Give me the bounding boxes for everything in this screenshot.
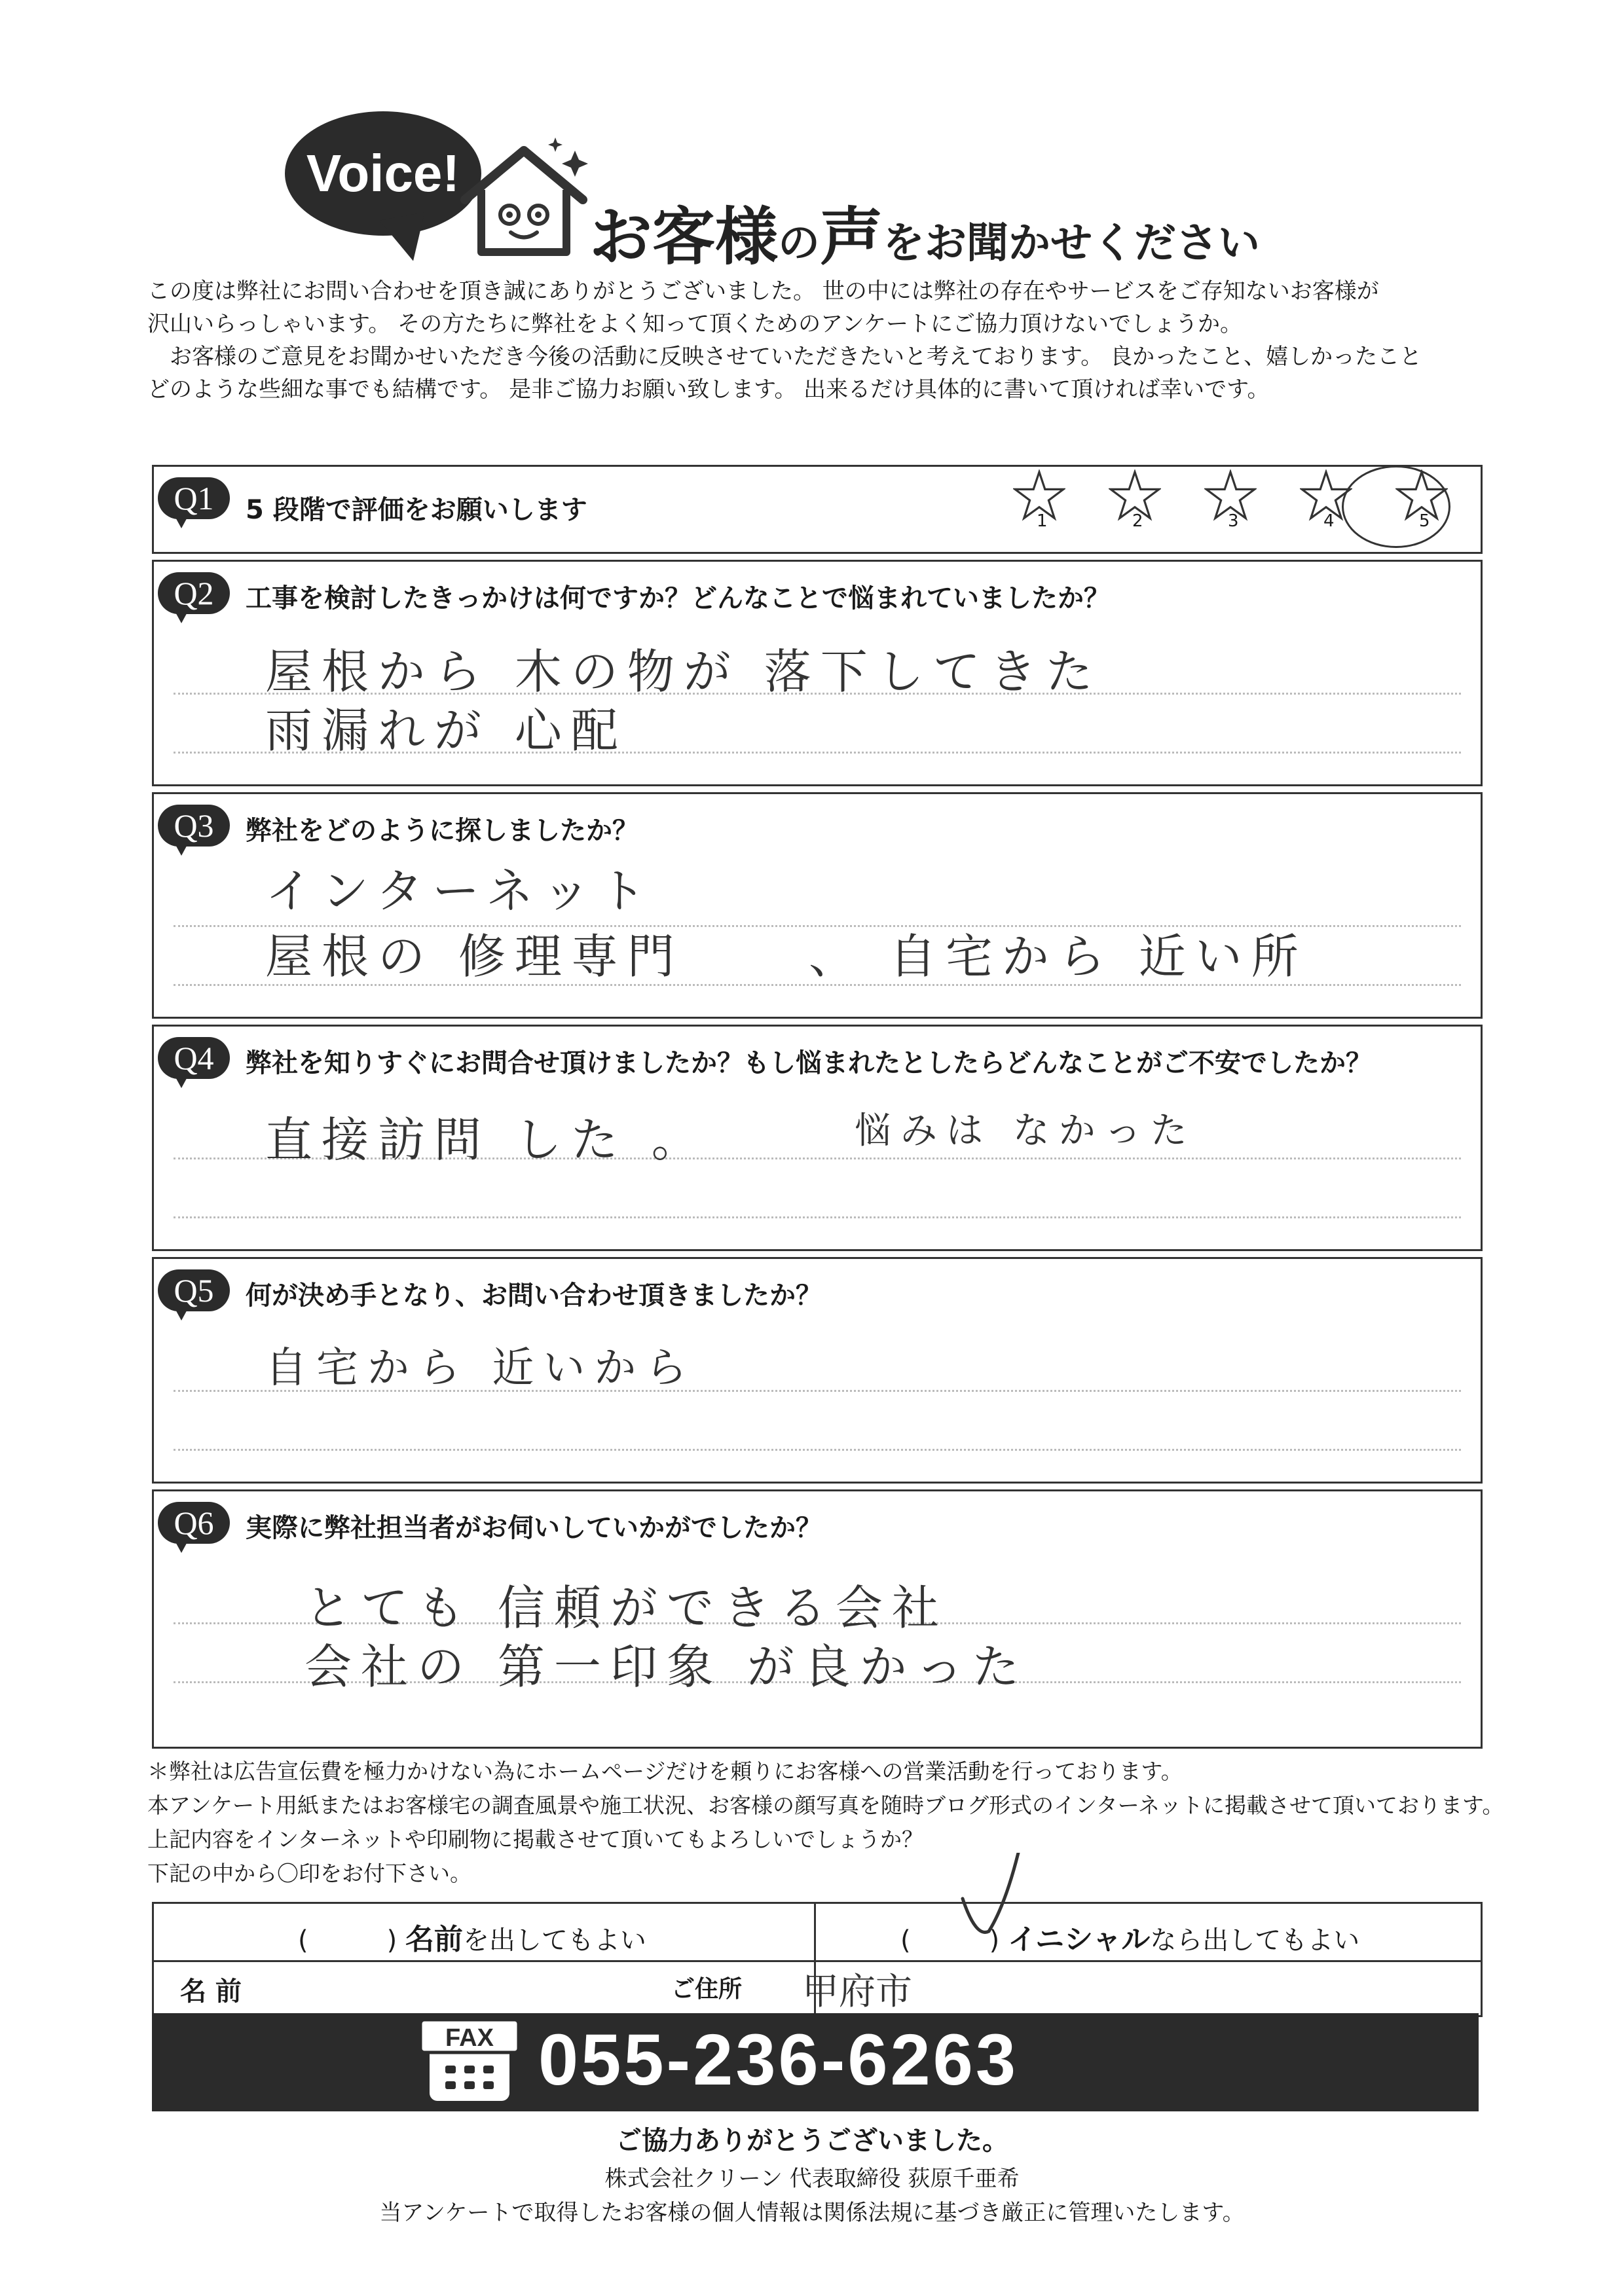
title-part-4: をお聞かせください [883,219,1260,268]
q3-section [152,792,1483,1019]
voice-badge-text: Voice! [306,144,460,202]
q3-answer-line: 屋根の 修理専門 [265,929,684,984]
address-value: 甲府市 [802,1971,912,2013]
option-text: を出してもよい [462,1925,646,1956]
star-number: 2 [1132,511,1143,531]
q2-answer-line: 屋根から 木の物が 落下してきた [265,644,1102,699]
title-part-1: お客様 [589,200,778,274]
q6-question: 実際に弊社担当者がお伺いしていかがでしたか？ [246,1513,822,1543]
q1-section [152,465,1483,554]
q4-question: 弊社を知りすぐにお問合せ頂けましたか？もし悩まれたとしたらどんなことがご不安でしたか？ [246,1048,1372,1078]
q3-answer-line: 、 自宅から 近い所 [809,929,1308,984]
smiling-house-icon [458,137,589,262]
address-label: ご住所 [671,1976,743,2003]
rating-stars [1013,469,1454,535]
fax-label: FAX [445,2024,494,2052]
intro-line: どのような些細な事でも結構です。 是非ご協力お願い致します。 出来るだけ具体的に書いて頂ければ幸いです。 [147,376,1270,403]
q5-badge: Q5 [158,1269,230,1311]
intro-line: お客様のご意見をお聞かせいただき今後の活動に反映させていただきたいと考えております。 良かったこと、嬉しかったこと [170,344,1422,370]
note-line: 上記内容をインターネットや印刷物に掲載させて頂いてもよろしいでしょうか？ [147,1827,924,1852]
q1-question: 5 段階で評価をお願いします [246,495,587,525]
note-line: 下記の中から〇印をお付下さい。 [147,1861,471,1886]
q6-section [152,1489,1483,1749]
consent-table [152,1902,1483,2017]
intro-line: 沢山いらっしゃいます。 その方たちに弊社をよく知って頂くためのアンケートにご協力頂けないでしょうか。 [147,311,1243,337]
star-2[interactable] [1109,469,1168,535]
title-part-3: 声 [820,200,883,274]
option-bold-text: イニシャル [1007,1923,1151,1956]
checkmark-icon [950,1853,1028,1951]
star-number: 4 [1323,511,1335,531]
option-bold-text: 名前 [405,1923,463,1956]
consent-notes [147,1755,1522,1891]
q3-question: 弊社をどのように探しましたか？ [246,816,638,846]
rating-selected-circle [1342,465,1450,548]
q6-answer-line: とても 信頼ができる会社 [304,1580,948,1635]
note-line: 本アンケート用紙またはお客様宅の調査風景や施工状況、お客様の顔写真を随時ブログ形式のインターネットに掲載させて頂いております。 [147,1793,1504,1818]
option-paren: ( ) [298,1925,397,1956]
q6-badge: Q6 [158,1502,230,1544]
note-line: ＊弊社は広告宣伝費を極力かけない為にホームページだけを頼りにお客様への営業活動を行っております。 [147,1758,1183,1784]
intro-text [147,275,1483,406]
q6-answer-line: 会社の 第一印象 が良かった [304,1639,1029,1694]
fax-machine-icon [420,2020,519,2108]
answer-line [174,1216,1461,1218]
footer-privacy: 当アンケートで取得したお客様の個人情報は関係法規に基づき厳正に管理いたします。 [379,2200,1245,2226]
star-3[interactable] [1204,469,1263,535]
option-paren: ( ) [900,1925,1000,1956]
voice-badge [285,111,481,236]
consent-option-name[interactable] [298,1916,646,1958]
q4-badge: Q4 [158,1037,230,1079]
q2-badge: Q2 [158,572,230,614]
name-label: 名 前 [180,1977,242,2007]
q2-section [152,560,1483,786]
fax-bar [152,2013,1479,2111]
q5-section [152,1257,1483,1484]
answer-line [174,1449,1461,1451]
q4-section [152,1025,1483,1251]
star-number: 5 [1419,511,1430,531]
footer-thanks: ご協力ありがとうございました。 [616,2126,1008,2156]
q5-answer-line: 自宅から 近いから [265,1344,697,1393]
star-number: 1 [1037,511,1048,531]
page-title [589,183,1260,274]
q1-badge: Q1 [158,477,230,519]
q2-question: 工事を検討したきっかけは何ですか？どんなことで悩まれていましたか？ [246,583,1110,613]
q2-answer-line: 雨漏れが 心配 [265,703,627,758]
intro-line: この度は弊社にお問い合わせを頂き誠にありがとうございました。 世の中には弊社の存在やサービスをご存知ないお客様が [147,278,1379,304]
star-number: 3 [1228,511,1239,531]
title-part-2: の [778,219,820,268]
fax-number: 055-236-6263 [538,2020,1019,2100]
footer-company: 株式会社クリーン 代表取締役 荻原千亜希 [604,2166,1020,2192]
star-1[interactable] [1013,469,1072,535]
q3-badge: Q3 [158,805,230,847]
q4-answer-line: 直接訪問 した 。 [265,1112,708,1167]
q3-answer-line: インターネット [265,864,655,919]
q4-answer-line: 悩みは なかった [855,1110,1196,1152]
option-text: なら出してもよい [1150,1925,1360,1956]
q5-question: 何が決め手となり、お問い合わせ頂きましたか？ [246,1281,822,1311]
